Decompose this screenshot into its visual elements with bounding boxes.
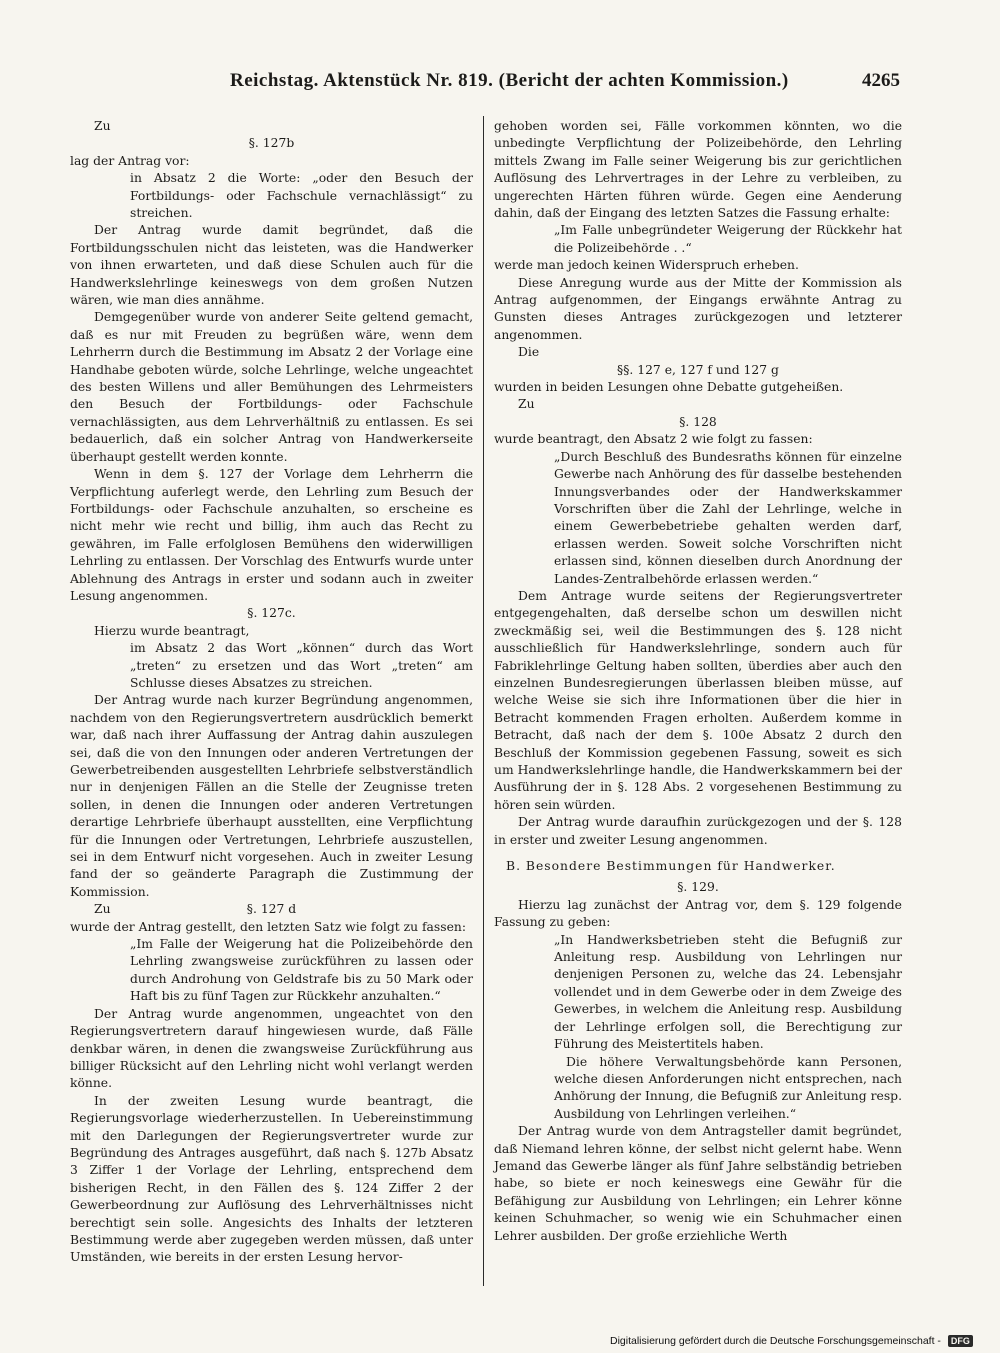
paragraph: Demgegenüber wurde von anderer Seite geltend gemacht, daß es nur mit Freuden zu begrüßen wäre, wenn dem Lehrherrn durch die Bestimmung im Absatz 2 der Vorlage eine Handhabe geboten würde, solche Lehrlinge, welche ungeachtet des besten Willens und aller Bemühungen des Lehrmeisters den Besuch der Fortbildungs- oder Fachschule vernachlässigten, aus dem Lehrverhältniß zu entlassen. Es sei bedauerlich, daß ein solcher Antrag von Handwerkerseite überhaupt gestellt werden konnte. — [70, 310, 473, 464]
paragraph: Der Antrag wurde angenommen, ungeachtet von den Regierungsvertretern darauf hingewiesen wurde, daß Fälle denkbar wären, in denen die zwangsweise Zurückführung aus billiger Rücksicht auf den Lehrling nicht wohl verlangt werden könne. — [70, 1006, 473, 1091]
page-number: 4265 — [862, 70, 900, 91]
footer — [610, 1335, 973, 1347]
section-heading: §. 128 — [679, 414, 717, 429]
right-column — [494, 118, 902, 1245]
paragraph: Diese Anregung wurde aus der Mitte der Kommission als Antrag aufgenommen, der Eingangs erwähnte Antrag zu Gunsten dieses Antrages zurückgezogen und letzterer angenommen. — [494, 275, 902, 342]
zu-label: Zu — [94, 119, 111, 133]
quote: „Im Falle der Weigerung hat die Polizeibehörde den Lehrling zwangsweise zurückführen zu lassen oder durch Androhung von Geldstrafe bis zu 50 Mark oder Haft bis zu fünf Tagen zur Rückkehr anzuhalten.“ — [130, 937, 473, 1004]
left-column — [70, 118, 473, 1267]
zu-label: Zu — [518, 397, 535, 412]
paragraph: Hierzu wurde beantragt, — [94, 623, 250, 638]
paragraph: Der Antrag wurde nach kurzer Begründung angenommen, nachdem von den Regierungsvertretern ausdrücklich bemerkt war, daß nach ihrer Auffassung der Antrag dahin auszulegen sei, daß die von den Innungen oder anderen Vertretungen der Gewerbetreibenden ausgestellten Lehrbriefe selbstverständlich nur in denjenigen Fällen an die Stelle der Zeugnisse treten sollen, in denen die Innungen oder anderen Vertretungen derartige Lehrbriefe überhaupt ausstellten, eine Verpflichtung für die Innungen oder Vertretungen, Lehrbriefe auszustellen, sei in dem Entwurf nicht vorgesehen. Auch in zweiter Lesung fand der so geänderte Paragraph die Zustimmung der Kommission. — [70, 693, 473, 899]
running-title: Reichstag. Aktenstück Nr. 819. (Bericht der achten Kommission.) — [230, 70, 789, 91]
paragraph: wurde beantragt, den Absatz 2 wie folgt zu fassen: — [494, 432, 813, 447]
quote: in Absatz 2 die Worte: „oder den Besuch der Fortbildungs- oder Fachschule vernachlässigt“ zu streichen. — [130, 171, 473, 221]
section-ref — [494, 396, 902, 413]
paragraph: In der zweiten Lesung wurde beantragt, die Regierungsvorlage wiederherzustellen. In Uebereinstimmung mit den Darlegungen der Regierungsvertreter wurde zur Begründung des Antrages ausgeführt, daß nach §. 127b Absatz 3 Ziffer 1 der Vorlage der Lehrling, entsprechend dem bisherigen Recht, in den Fällen des §. 124 Ziffer 2 der Gewerbeordnung zur Auflösung des Lehrverhältnisses nicht berechtigt sein solle. Angesichts des Inhalts der letzteren Bestimmung werde aber zugegeben werden müssen, daß unter Umständen, wie bereits in der ersten Lesung hervor- — [70, 1093, 473, 1265]
paragraph: werde man jedoch keinen Widerspruch erheben. — [494, 258, 799, 273]
section-ref — [70, 901, 473, 918]
page-header — [70, 70, 900, 98]
quote: „Im Falle unbegründeter Weigerung der Rückkehr hat die Polizeibehörde . .“ — [554, 223, 902, 255]
paragraph: lag der Antrag vor: — [70, 153, 190, 168]
section-heading: §. 127 d — [246, 902, 297, 917]
zu-label: Zu — [94, 902, 111, 917]
section-heading: §. 129. — [677, 880, 719, 895]
paragraph: Hierzu lag zunächst der Antrag vor, dem §. 129 folgende Fassung zu geben: — [494, 897, 902, 930]
paragraph: Der Antrag wurde von dem Antragsteller damit begründet, daß Niemand lehren könne, der selbst nicht gelernt habe. Wenn Jemand das Gewerbe länger als fünf Jahre selbständig betrieben habe, so biete er noch keineswegs eine Gewähr für die Befähigung zur Ausbildung von Lehrlingen; ein Lehrer könne keinen Schuhmacher, so wenig wie ein Schuhmacher einen Lehrer ausbilden. Der große erziehliche Werth — [494, 1124, 902, 1243]
column-divider — [483, 116, 484, 1286]
quote: „Durch Beschluß des Bundesraths können für einzelne Gewerbe nach Anhörung des für dasselbe bestehenden Innungsverbandes oder der Handwerkskammer Vorschriften über die Zahl der Lehrlinge, welche in einem Gewerbebetriebe gehalten werden darf, erlassen werden. Soweit solche Vorschriften nicht erlassen sind, können dieselben durch Anordnung der Landes-Zentralbehörde erlassen werden.“ — [554, 449, 902, 586]
paragraph: gehoben worden sei, Fälle vorkommen könnten, wo die unbedingte Verpflichtung der Polizeibehörde, den Lehrling mittels Zwang im Falle seiner Weigerung bis zur gerichtlichen Auflösung des Lehrvertrages in der Lehre zu verbleiben, zu ungerechten Härten führen würde. Gegen eine Aenderung dahin, daß der Eingang des letzten Satzes die Fassung erhalte: — [494, 119, 902, 221]
paragraph: Dem Antrage wurde seitens der Regierungsvertreter entgegengehalten, daß derselbe schon um deswillen nicht zweckmäßig sei, weil die Bestimmungen des §. 128 nicht ausschließlich für Handwerkslehrlinge, sondern auch für Fabriklehrlinge Geltung haben sollten, überdies aber auch den einzelnen Bundesregierungen überlassen bleiben müsse, auf welche Weise sie sich ihre Informationen über die hier in Betracht kommenden Fragen erholten. Außerdem komme in Betracht, daß nach der dem §. 100e Absatz 2 durch den Beschluß der Kommission gegebenen Fassung, soweit es sich um Handwerkslehrlinge handle, die Handwerkskammern bei der Ausführung der in §. 128 Abs. 2 vorgesehenen Bestimmung zu hören sein würden. — [494, 588, 902, 812]
paragraph: wurde der Antrag gestellt, den letzten Satz wie folgt zu fassen: — [70, 919, 467, 934]
paragraph: Der Antrag wurde damit begründet, daß die Fortbildungsschulen nicht das leisteten, was die Handwerker von ihnen erwarteten, und daß diese Schulen auch für die Handwerkslehrlinge keineswegs von dem großen Nutzen wären, wie man dies annähme. — [70, 223, 473, 308]
paragraph: Wenn in dem §. 127 der Vorlage dem Lehrherrn die Verpflichtung auferlegt werde, den Lehrling zum Besuch der Fortbildungs- oder Fachschule anzuhalten, so erscheine es nicht mehr wie recht und billig, ihm auch das Recht zu gewähren, im Falle erfolglosen Bemühens den widerwilligen Lehrling zu entlassen. Der Vorschlag des Entwurfs wurde unter Ablehnung des Antrags in erster und sodann auch in zweiter Lesung angenommen. — [70, 467, 473, 603]
section-heading: §. 127b — [248, 136, 295, 151]
subsection-heading: B. Besondere Bestimmungen für Handwerker. — [506, 859, 836, 874]
quote: „In Handwerksbetrieben steht die Befugniß zur Anleitung resp. Ausbildung von Lehrlingen nur denjenigen Personen zu, welche das 24. Lebensjahr vollendet und in dem Gewerbe oder in dem Zweige des Gewerbes, in welchem die Anleitung resp. Ausbildung der Lehrlinge erfolgen soll, die Berechtigung zur Führung des Meistertitels haben. — [554, 932, 902, 1052]
paragraph: Der Antrag wurde daraufhin zurückgezogen und der §. 128 in erster und zweiter Lesung angenommen. — [494, 815, 902, 847]
footer-credit: Digitalisierung gefördert durch die Deutsche Forschungsgemeinschaft - — [610, 1335, 941, 1347]
dfg-logo: DFG — [948, 1335, 973, 1347]
section-heading: §. 127c. — [247, 606, 296, 621]
quote: im Absatz 2 das Wort „können“ durch das Wort „treten“ zu ersetzen und das Wort „treten“ am Schlusse dieses Absatzes zu streichen. — [130, 641, 473, 690]
paragraph: wurden in beiden Lesungen ohne Debatte gutgeheißen. — [494, 380, 844, 395]
quote: Die höhere Verwaltungsbehörde kann Personen, welche diesen Anforderungen nicht entsprechen, nach Anhörung der Innung, die Befugniß zur Anleitung resp. Ausbildung von Lehrlingen verleihen.“ — [554, 1054, 902, 1121]
section-ref — [494, 344, 902, 361]
section-ref — [70, 118, 473, 135]
die-label: Die — [518, 345, 540, 360]
section-heading: §§. 127 e, 127 f und 127 g — [617, 362, 779, 377]
